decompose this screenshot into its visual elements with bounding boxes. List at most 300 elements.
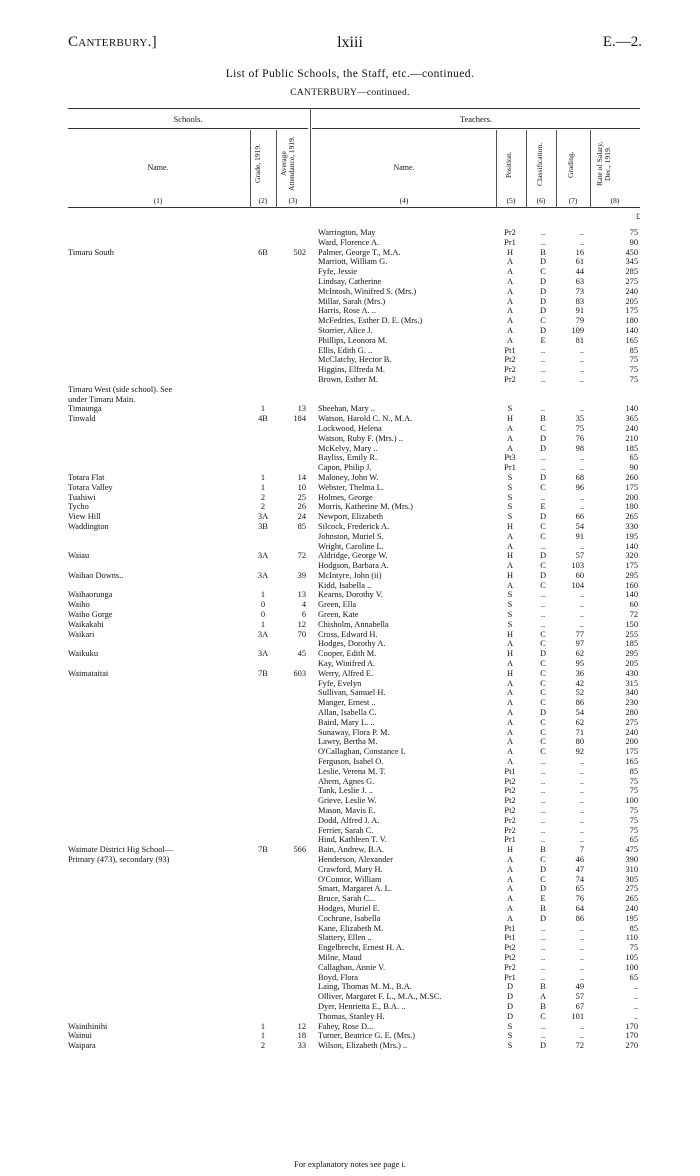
- position-cell: A: [506, 913, 514, 923]
- salary-cell: 175: [625, 561, 638, 571]
- school-name-cell: Timaru West (side school). See: [68, 384, 173, 394]
- salary-cell: 295: [625, 570, 638, 580]
- footer-note: For explanatory notes see page i.: [294, 1159, 406, 1169]
- salary-cell: 275: [625, 717, 638, 727]
- grading-cell: 97: [575, 639, 584, 649]
- classification-cell: D: [539, 913, 547, 923]
- salary-cell: 140: [625, 404, 638, 414]
- teacher-name-cell: Lindsay, Catherine: [318, 276, 382, 286]
- classification-cell: ..: [540, 815, 546, 825]
- classification-cell: ..: [540, 463, 546, 473]
- column-number: (7): [568, 196, 578, 205]
- table-row: [0, 561, 700, 571]
- classification-cell: B: [540, 903, 546, 913]
- classification-cell: D: [539, 325, 547, 335]
- teacher-name-cell: Chisholm, Annabella: [318, 619, 389, 629]
- salary-cell: 65: [629, 453, 638, 463]
- table-row: [0, 973, 700, 983]
- attendance-cell: 18: [297, 1031, 306, 1041]
- salary-cell: ..: [633, 1001, 638, 1011]
- classification-cell: ..: [540, 541, 546, 551]
- grading-cell: 98: [575, 443, 584, 453]
- teacher-name-cell: Palmer, George T., M.A.: [318, 247, 401, 257]
- classification-cell: D: [539, 286, 547, 296]
- classification-cell: B: [540, 982, 546, 992]
- attendance-cell: 12: [297, 1021, 306, 1031]
- header-bottom-rule: [68, 207, 640, 208]
- classification-cell: ..: [540, 972, 546, 982]
- table-row: [0, 238, 700, 248]
- school-name-cell: Waimate District Hig School—: [68, 845, 174, 855]
- table-row: [0, 767, 700, 777]
- position-cell: A: [506, 325, 514, 335]
- grade-cell: 1: [260, 472, 266, 482]
- classification-cell: D: [539, 296, 547, 306]
- classification-cell: E: [540, 335, 546, 345]
- position-cell: A: [506, 864, 514, 874]
- table-row: [0, 346, 700, 356]
- teacher-name-cell: Mason, Mavis E.: [318, 806, 376, 816]
- classification-cell: C: [540, 727, 546, 737]
- teacher-name-cell: McKelvy, Mary ..: [318, 443, 378, 453]
- school-name-cell: Waiau: [68, 551, 90, 561]
- position-cell: A: [506, 757, 514, 767]
- column-number: (3): [288, 196, 298, 205]
- school-name-cell: Waihaorunga: [68, 590, 113, 600]
- salary-cell: 105: [625, 952, 638, 962]
- teacher-name-cell: Phillips, Leonora M.: [318, 335, 388, 345]
- school-name-cell: Waikuku: [68, 649, 99, 659]
- table-row: [0, 982, 700, 992]
- position-cell: Pt1: [504, 933, 516, 943]
- table-row: [0, 297, 700, 307]
- classification-cell: B: [540, 414, 546, 424]
- salary-cell: 285: [625, 267, 638, 277]
- position-cell: A: [506, 688, 514, 698]
- attendance-cell: 603: [293, 668, 306, 678]
- grade-cell: 4B: [258, 414, 268, 424]
- table-row: [0, 659, 700, 669]
- table-row: [0, 257, 700, 267]
- table-row: [0, 483, 700, 493]
- salary-cell: 175: [625, 747, 638, 757]
- teacher-name-cell: Hodges, Muriel E.: [318, 903, 380, 913]
- grading-cell: 74: [575, 874, 584, 884]
- position-cell: A: [506, 708, 514, 718]
- table-row: [0, 590, 700, 600]
- grade-cell: 1: [260, 404, 266, 414]
- attendance-cell: 13: [297, 404, 306, 414]
- grading-cell: 83: [575, 296, 584, 306]
- table-row: [0, 581, 700, 591]
- position-cell: A: [506, 257, 514, 267]
- grade-cell: 6B: [258, 247, 268, 257]
- classification-cell: C: [540, 668, 546, 678]
- position-cell: Pr2: [504, 962, 516, 972]
- table-row: [0, 306, 700, 316]
- position-cell: A: [506, 659, 514, 669]
- attendance-cell: 25: [297, 492, 306, 502]
- position-cell: A: [506, 903, 514, 913]
- salary-cell: 165: [625, 335, 638, 345]
- teacher-name-cell: Milne, Maud: [318, 952, 362, 962]
- teachers-group-header: Teachers.: [459, 114, 493, 124]
- teacher-name-cell: Thomas, Stanley H.: [318, 1011, 385, 1021]
- position-cell: H: [506, 629, 514, 639]
- salary-cell: 75: [629, 815, 638, 825]
- position-cell: H: [506, 414, 514, 424]
- grade-cell: 2: [260, 1041, 266, 1051]
- attendance-cell: 24: [297, 512, 306, 522]
- teacher-name-cell: Laing, Thomas M. M., B.A.: [318, 982, 412, 992]
- grading-cell: 77: [575, 629, 584, 639]
- teacher-name-cell: Wright, Caroline L.: [318, 541, 384, 551]
- grading-cell: 72: [575, 1041, 584, 1051]
- grading-cell: ..: [579, 610, 584, 620]
- table-row: [0, 375, 700, 385]
- salary-cell: 85: [629, 923, 638, 933]
- classification-cell: D: [539, 708, 547, 718]
- classification-cell: ..: [540, 776, 546, 786]
- salary-cell: 275: [625, 276, 638, 286]
- table-row: [0, 914, 700, 924]
- school-name-cell: Waikari: [68, 629, 95, 639]
- classification-cell: ..: [540, 345, 546, 355]
- position-cell: A: [506, 286, 514, 296]
- school-name-cell: View Hill: [68, 512, 101, 522]
- table-row: [0, 571, 700, 581]
- teacher-name-cell: McIntyre, John (ii): [318, 570, 382, 580]
- position-cell: S: [507, 472, 513, 482]
- teacher-name-cell: Engelbrecht, Ernest H. A.: [318, 943, 405, 953]
- salary-cell: 185: [625, 443, 638, 453]
- classification-cell: C: [540, 531, 546, 541]
- classification-cell: C: [540, 678, 546, 688]
- table-row: [0, 493, 700, 503]
- table-row: [0, 806, 700, 816]
- grading-cell: 52: [575, 688, 584, 698]
- grading-cell: 109: [571, 325, 584, 335]
- table-row: [0, 953, 700, 963]
- teacher-name-cell: Green, Ella: [318, 600, 357, 610]
- salary-cell: 320: [625, 551, 638, 561]
- salary-cell: 180: [625, 316, 638, 326]
- attendance-cell: 4: [301, 600, 306, 610]
- grading-cell: 73: [575, 286, 584, 296]
- classification-cell: C: [540, 717, 546, 727]
- salary-cell: 160: [625, 580, 638, 590]
- grading-cell: 63: [575, 276, 584, 286]
- salary-cell: 430: [625, 668, 638, 678]
- position-cell: Pt2: [504, 786, 516, 796]
- table-row: [0, 600, 700, 610]
- table-row: [0, 865, 700, 875]
- page-number: lxiii: [337, 34, 363, 51]
- teacher-name-cell: Tank, Leslie J. ..: [318, 786, 374, 796]
- attendance-cell: 33: [297, 1041, 306, 1051]
- classification-cell: B: [540, 845, 546, 855]
- grading-cell: 62: [575, 717, 584, 727]
- salary-cell: 75: [629, 806, 638, 816]
- teacher-name-cell: Kidd, Isabella ..: [318, 580, 372, 590]
- classification-cell: C: [540, 629, 546, 639]
- position-cell: Pr2: [504, 825, 516, 835]
- salary-cell: 195: [625, 913, 638, 923]
- position-cell: Pr1: [504, 463, 516, 473]
- classification-cell: D: [539, 864, 547, 874]
- classification-cell: D: [539, 443, 547, 453]
- table-row: [0, 610, 700, 620]
- position-cell: Pt2: [504, 796, 516, 806]
- salary-cell: 65: [629, 972, 638, 982]
- table-row: [0, 512, 700, 522]
- grading-cell: 67: [575, 1001, 584, 1011]
- teacher-name-cell: Marriott, William G.: [318, 257, 388, 267]
- salary-cell: 170: [625, 1031, 638, 1041]
- teacher-name-cell: Cochrane, Isabella: [318, 913, 381, 923]
- position-cell: H: [506, 649, 514, 659]
- teacher-name-cell: Aldridge, George W.: [318, 551, 388, 561]
- position-cell: Pr2: [504, 228, 516, 237]
- grading-cell: ..: [579, 776, 584, 786]
- grading-cell: 54: [575, 521, 584, 531]
- teacher-name-cell: Ferrier, Sarah C.: [318, 825, 374, 835]
- grading-cell: 75: [575, 423, 584, 433]
- grading-cell: 57: [575, 992, 584, 1002]
- grading-cell: ..: [579, 835, 584, 845]
- teacher-name-cell: Ellis, Edith G. ..: [318, 345, 373, 355]
- classification-cell: D: [539, 472, 547, 482]
- teacher-name-cell: Olliver, Margaret F. L., M.A., M.SC.: [318, 992, 442, 1002]
- attendance-cell: 14: [297, 472, 306, 482]
- position-cell: A: [506, 884, 514, 894]
- position-cell: A: [506, 561, 514, 571]
- position-cell: D: [506, 982, 514, 992]
- table-row: [0, 355, 700, 365]
- grading-cell: 91: [575, 306, 584, 316]
- grading-cell: ..: [579, 815, 584, 825]
- classification-cell: D: [539, 884, 547, 894]
- position-cell: S: [507, 590, 513, 600]
- table-row: [0, 1041, 700, 1051]
- position-cell: S: [507, 404, 513, 414]
- school-name-cell: Totara Flat: [68, 472, 105, 482]
- classification-cell: A: [539, 992, 547, 1002]
- salary-cell: 90: [629, 237, 638, 247]
- attendance-cell: 39: [297, 570, 306, 580]
- salary-cell: 240: [625, 423, 638, 433]
- school-name-cell: Waddington: [68, 521, 109, 531]
- classification-cell: ..: [540, 806, 546, 816]
- grading-cell: ..: [579, 345, 584, 355]
- grading-cell: 46: [575, 855, 584, 864]
- column-header-teacher-name: Name.: [393, 163, 415, 172]
- grading-cell: 91: [575, 531, 584, 541]
- grading-cell: ..: [579, 355, 584, 365]
- table-row: [0, 385, 700, 395]
- grading-cell: ..: [579, 962, 584, 972]
- position-cell: S: [507, 619, 513, 629]
- grading-cell: ..: [579, 600, 584, 610]
- table-row: [0, 1022, 700, 1032]
- teacher-name-cell: Manger, Ernest ..: [318, 698, 376, 708]
- salary-cell: 75: [629, 786, 638, 796]
- position-cell: S: [507, 482, 513, 492]
- grade-cell: 1: [260, 1031, 266, 1041]
- classification-cell: C: [540, 482, 546, 492]
- classification-cell: ..: [540, 766, 546, 776]
- salary-cell: 200: [625, 492, 638, 502]
- classification-cell: C: [540, 580, 546, 590]
- grading-cell: ..: [579, 825, 584, 835]
- table-row: [0, 963, 700, 973]
- grading-cell: ..: [579, 943, 584, 953]
- classification-cell: D: [539, 649, 547, 659]
- table-row: [0, 894, 700, 904]
- classification-cell: C: [540, 316, 546, 326]
- classification-cell: ..: [540, 933, 546, 943]
- teacher-name-cell: McClatchy, Hector B.: [318, 355, 392, 365]
- salary-cell: 240: [625, 727, 638, 737]
- grading-cell: 92: [575, 747, 584, 757]
- position-cell: A: [506, 541, 514, 551]
- grade-cell: 1: [260, 619, 266, 629]
- column-header-position: Position.: [504, 151, 513, 179]
- grade-cell: 3A: [257, 551, 269, 561]
- classification-cell: ..: [540, 365, 546, 375]
- salary-cell: 205: [625, 659, 638, 669]
- classification-cell: C: [540, 561, 546, 571]
- grading-cell: 7: [579, 845, 584, 855]
- teachers-group-rule: [312, 128, 640, 129]
- attendance-cell: 72: [297, 551, 306, 561]
- school-name-cell: Timaru South: [68, 247, 114, 257]
- teacher-name-cell: Leslie, Verena M. T.: [318, 766, 386, 776]
- salary-cell: 265: [625, 512, 638, 522]
- teacher-name-cell: McIntosh, Winifred S. (Mrs.): [318, 286, 417, 296]
- salary-cell: 240: [625, 286, 638, 296]
- table-row: [0, 826, 700, 836]
- position-cell: H: [506, 668, 514, 678]
- salary-cell: 255: [625, 629, 638, 639]
- grading-cell: ..: [579, 463, 584, 473]
- school-name-cell: Timaunga: [68, 404, 102, 414]
- salary-cell: 75: [629, 943, 638, 953]
- grading-cell: ..: [579, 228, 584, 237]
- teacher-name-cell: Ahern, Agnes G.: [318, 776, 375, 786]
- classification-cell: ..: [540, 600, 546, 610]
- table-row: [0, 267, 700, 277]
- grading-cell: ..: [579, 766, 584, 776]
- grading-cell: 57: [575, 551, 584, 561]
- classification-cell: ..: [540, 590, 546, 600]
- table-row: [0, 777, 700, 787]
- classification-cell: B: [540, 247, 546, 257]
- grading-cell: 42: [575, 678, 584, 688]
- position-cell: A: [506, 727, 514, 737]
- position-cell: A: [506, 267, 514, 277]
- classification-cell: D: [539, 306, 547, 316]
- grading-cell: 79: [575, 316, 584, 326]
- attendance-cell: 566: [293, 845, 306, 855]
- table-row: [0, 404, 700, 414]
- salary-cell: 275: [625, 884, 638, 894]
- position-cell: Pr1: [504, 972, 516, 982]
- table-row: [0, 786, 700, 796]
- grading-cell: ..: [579, 796, 584, 806]
- salary-cell: ..: [633, 1011, 638, 1021]
- table-row: [0, 835, 700, 845]
- classification-cell: ..: [540, 610, 546, 620]
- teacher-name-cell: Allan, Isabella C.: [318, 708, 377, 718]
- classification-cell: D: [539, 512, 547, 522]
- table-row: [0, 326, 700, 336]
- table-row: [0, 620, 700, 630]
- school-name-cell: Waikakahi: [68, 619, 104, 629]
- classification-cell: ..: [540, 923, 546, 933]
- attendance-cell: 13: [297, 590, 306, 600]
- table-row: [0, 473, 700, 483]
- grading-cell: 96: [575, 482, 584, 492]
- position-cell: D: [506, 992, 514, 1002]
- grading-cell: ..: [579, 952, 584, 962]
- teacher-name-cell: Callaghan, Annie V.: [318, 962, 386, 972]
- grading-cell: 86: [575, 698, 584, 708]
- salary-cell: 210: [625, 433, 638, 443]
- classification-cell: E: [540, 502, 546, 512]
- classification-cell: ..: [540, 757, 546, 767]
- salary-cell: 295: [625, 649, 638, 659]
- grading-cell: 66: [575, 512, 584, 522]
- grading-cell: ..: [579, 757, 584, 767]
- grade-cell: 1: [260, 590, 266, 600]
- table-row: [0, 228, 700, 238]
- attendance-cell: 26: [297, 502, 306, 512]
- salary-cell: 310: [625, 864, 638, 874]
- column-number: (1): [153, 196, 163, 205]
- salary-cell: 175: [625, 306, 638, 316]
- position-cell: A: [506, 531, 514, 541]
- salary-cell: 140: [625, 325, 638, 335]
- teacher-name-cell: Bain, Andrew, B.A.: [318, 845, 384, 855]
- grading-cell: ..: [579, 492, 584, 502]
- salary-cell: 200: [625, 737, 638, 747]
- table-row: [0, 522, 700, 532]
- grade-cell: 0: [260, 610, 266, 620]
- table-row: [0, 904, 700, 914]
- grading-cell: ..: [579, 1031, 584, 1041]
- running-header-left: Canterbury.]: [68, 34, 157, 50]
- classification-cell: D: [539, 570, 547, 580]
- position-cell: Pt2: [504, 943, 516, 953]
- classification-cell: ..: [540, 619, 546, 629]
- teacher-name-cell: Turner, Beatrice G. E. (Mrs.): [318, 1031, 416, 1041]
- classification-cell: ..: [540, 962, 546, 972]
- position-cell: H: [506, 247, 514, 257]
- teacher-name-cell: Fahey, Rose D...: [318, 1021, 374, 1031]
- attendance-cell: 6: [301, 610, 306, 620]
- page-title: List of Public Schools, the Staff, etc.—continued.: [225, 68, 475, 80]
- school-name-cell: under Timaru Main.: [68, 394, 136, 404]
- table-row: [0, 884, 700, 894]
- position-cell: S: [507, 600, 513, 610]
- salary-cell: 450: [625, 247, 638, 257]
- position-cell: A: [506, 316, 514, 326]
- attendance-cell: 12: [297, 619, 306, 629]
- salary-cell: 75: [629, 365, 638, 375]
- teacher-name-cell: Dyer, Henrietta E., B.A. ..: [318, 1001, 406, 1011]
- position-cell: Pt2: [504, 776, 516, 786]
